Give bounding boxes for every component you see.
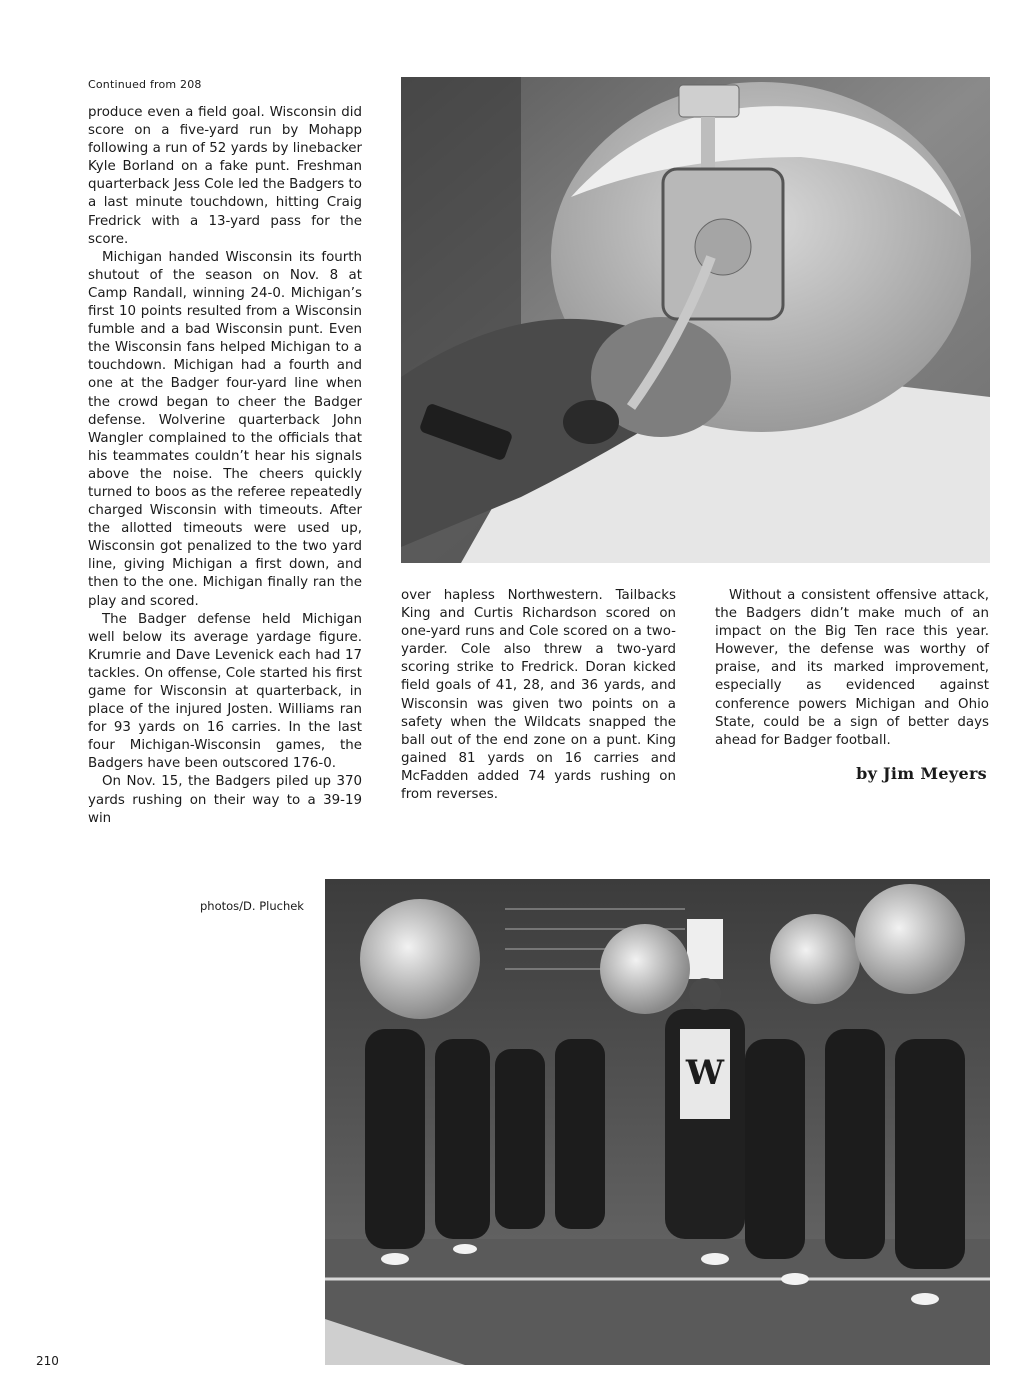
coach-headset-photo xyxy=(401,77,990,563)
article-column-3 xyxy=(715,587,989,750)
svg-text:W: W xyxy=(685,1053,725,1093)
paragraph: over hapless Northwestern. Tailbacks King and Curtis Richardson scored on one-yard runs and Cole scored on a two-yarder. Cole also threw a two-yard scoring strike to Fredrick. Doran kicked field goals of 41, 28, and 36 yards, and Wisconsin was given two points on a safety when the Wildcats snapped the ball out of the end zone on a punt. King gained 81 yards on 16 carries and McFadden added 74 yards rushing on from reverses. xyxy=(401,588,676,803)
paragraph: The Badger defense held Michigan well below its average yardage figure. Krumrie and Dave Levenick each had 17 tackles. On offense, Cole started his first game for Wisconsin at quarterback, in place of the injured Josten. Williams ran for 93 yards on 16 carries. In the last four Michigan-Wisconsin games, the Badgers have been outscored 176-0. xyxy=(88,611,362,772)
continued-note: Continued from 208 xyxy=(88,78,202,91)
byline: by Jim Meyers xyxy=(856,764,987,783)
marching-band-photo xyxy=(325,879,990,1365)
article-column-2 xyxy=(401,587,676,804)
paragraph: produce even a field goal. Wisconsin did score on a five-yard run by Mohapp following a run of 52 yards by linebacker Kyle Borland on a fake punt. Freshman quarterback Jess Cole led the Badgers to a last minute touchdown, hitting Craig Fredrick with a 13-yard pass for the score. xyxy=(88,105,362,247)
page-number: 210 xyxy=(36,1354,59,1368)
paragraph: On Nov. 15, the Badgers piled up 370 yards rushing on their way to a 39-19 win xyxy=(88,774,362,826)
paragraph: Without a consistent offensive attack, the Badgers didn’t make much of an impact on the Big Ten race this year. However, the defense was worthy of praise, and its marked improvement, especially as evidenced against conference powers Michigan and Ohio State, could be a sign of better days ahead for Badger football. xyxy=(715,588,989,748)
photo-credit: photos/D. Pluchek xyxy=(200,899,304,913)
paragraph: Michigan handed Wisconsin its fourth shutout of the season on Nov. 8 at Camp Randall, winning 24-0. Michigan’s first 10 points resulted from a Wisconsin fumble and a bad Wisconsin punt. Even the Wisconsin fans helped Michigan to a touchdown. Michigan had a fourth and one at the Badger four-yard line when the crowd began to cheer the Badger defense. Wolverine quarterback John Wangler complained to the officials that his teammates couldn’t hear his signals above the noise. The cheers quickly turned to boos as the referee repeatedly charged Wisconsin with timeouts. After the allotted timeouts were used up, Wisconsin got penalized to the two yard line, giving Michigan a first down, and then to the one. Michigan finally ran the play and scored. xyxy=(88,249,362,609)
article-column-1 xyxy=(88,104,362,828)
